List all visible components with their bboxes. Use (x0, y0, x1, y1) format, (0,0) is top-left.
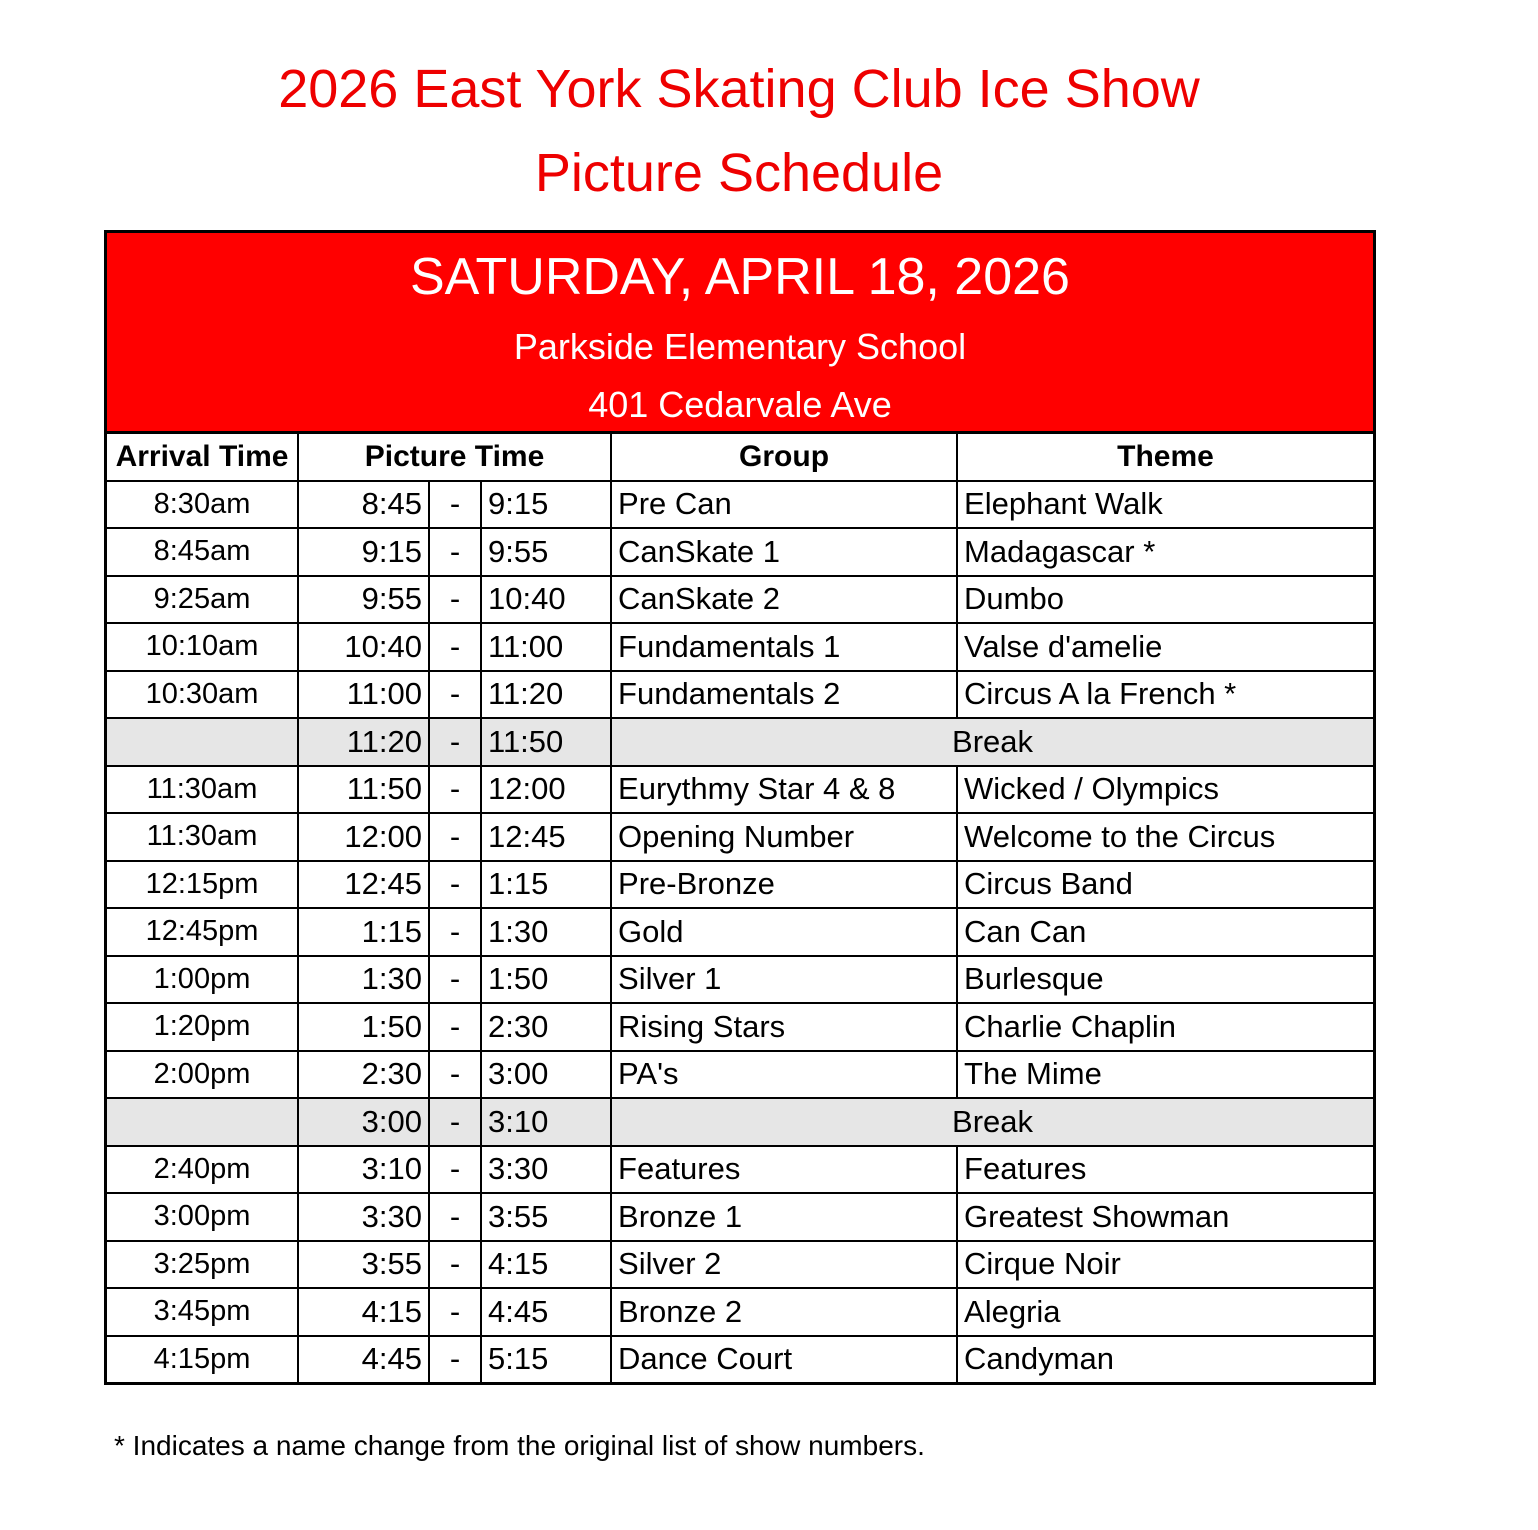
table-row (107, 528, 1373, 576)
picture-start-cell: 11:20 (298, 718, 429, 766)
group-cell: Eurythmy Star 4 & 8 (611, 766, 957, 814)
group-cell: Silver 2 (611, 1241, 957, 1289)
footnote: * Indicates a name change from the original list of show numbers. (114, 1430, 925, 1461)
theme-cell: Features (957, 1146, 1373, 1194)
header-theme: Theme (957, 434, 1373, 481)
theme-cell: Can Can (957, 908, 1373, 956)
picture-end-cell: 3:55 (481, 1193, 611, 1241)
picture-dash-cell: - (429, 1051, 481, 1099)
theme-cell: Greatest Showman (957, 1193, 1373, 1241)
group-cell: Pre-Bronze (611, 861, 957, 909)
group-cell: CanSkate 2 (611, 576, 957, 624)
picture-dash-cell: - (429, 576, 481, 624)
header-picture-time: Picture Time (298, 434, 611, 481)
picture-end-cell: 11:20 (481, 671, 611, 719)
arrival-time-cell: 8:30am (107, 481, 298, 529)
picture-dash-cell: - (429, 671, 481, 719)
picture-dash-cell: - (429, 861, 481, 909)
picture-start-cell: 9:15 (298, 528, 429, 576)
table-row (107, 908, 1373, 956)
banner-school: Parkside Elementary School (513, 326, 967, 367)
header-group: Group (611, 434, 957, 481)
picture-end-cell: 5:15 (481, 1336, 611, 1383)
theme-cell: Welcome to the Circus (957, 813, 1373, 861)
break-cell: Break (611, 1098, 1373, 1146)
theme-cell: Circus Band (957, 861, 1373, 909)
picture-start-cell: 12:45 (298, 861, 429, 909)
picture-dash-cell: - (429, 1288, 481, 1336)
group-cell: Bronze 1 (611, 1193, 957, 1241)
theme-cell: The Mime (957, 1051, 1373, 1099)
schedule-grid (107, 434, 1373, 1382)
picture-dash-cell: - (429, 1098, 481, 1146)
group-cell: Rising Stars (611, 1003, 957, 1051)
page-subtitle: Picture Schedule (534, 143, 944, 203)
picture-start-cell: 11:00 (298, 671, 429, 719)
group-cell: Opening Number (611, 813, 957, 861)
picture-start-cell: 2:30 (298, 1051, 429, 1099)
picture-end-cell: 2:30 (481, 1003, 611, 1051)
picture-end-cell: 12:45 (481, 813, 611, 861)
arrival-time-cell: 10:30am (107, 671, 298, 719)
picture-start-cell: 10:40 (298, 623, 429, 671)
theme-cell: Charlie Chaplin (957, 1003, 1373, 1051)
group-cell: CanSkate 1 (611, 528, 957, 576)
arrival-time-cell: 1:20pm (107, 1003, 298, 1051)
theme-cell: Madagascar * (957, 528, 1373, 576)
picture-start-cell: 3:30 (298, 1193, 429, 1241)
table-row (107, 766, 1373, 814)
table-row (107, 1051, 1373, 1099)
picture-dash-cell: - (429, 481, 481, 529)
picture-end-cell: 9:55 (481, 528, 611, 576)
picture-dash-cell: - (429, 908, 481, 956)
table-row (107, 861, 1373, 909)
date-banner (107, 233, 1373, 434)
group-cell: Features (611, 1146, 957, 1194)
arrival-time-cell: 3:25pm (107, 1241, 298, 1289)
group-cell: Fundamentals 2 (611, 671, 957, 719)
theme-cell: Valse d'amelie (957, 623, 1373, 671)
picture-end-cell: 1:50 (481, 956, 611, 1004)
arrival-time-cell (107, 718, 298, 766)
picture-start-cell: 3:10 (298, 1146, 429, 1194)
table-row (107, 1193, 1373, 1241)
picture-start-cell: 1:15 (298, 908, 429, 956)
picture-dash-cell: - (429, 528, 481, 576)
picture-end-cell: 4:15 (481, 1241, 611, 1289)
picture-end-cell: 3:10 (481, 1098, 611, 1146)
picture-dash-cell: - (429, 766, 481, 814)
theme-cell: Burlesque (957, 956, 1373, 1004)
picture-start-cell: 3:00 (298, 1098, 429, 1146)
picture-dash-cell: - (429, 1003, 481, 1051)
table-row (107, 813, 1373, 861)
theme-cell: Alegria (957, 1288, 1373, 1336)
picture-start-cell: 11:50 (298, 766, 429, 814)
group-cell: Pre Can (611, 481, 957, 529)
picture-dash-cell: - (429, 1336, 481, 1383)
picture-end-cell: 3:00 (481, 1051, 611, 1099)
table-row (107, 1288, 1373, 1336)
arrival-time-cell: 11:30am (107, 766, 298, 814)
picture-end-cell: 1:30 (481, 908, 611, 956)
page-title: 2026 East York Skating Club Ice Show (278, 59, 1200, 119)
theme-cell: Wicked / Olympics (957, 766, 1373, 814)
picture-start-cell: 3:55 (298, 1241, 429, 1289)
arrival-time-cell: 3:45pm (107, 1288, 298, 1336)
picture-end-cell: 3:30 (481, 1146, 611, 1194)
table-row (107, 1336, 1373, 1383)
picture-start-cell: 4:15 (298, 1288, 429, 1336)
header-row (107, 434, 1373, 481)
picture-start-cell: 8:45 (298, 481, 429, 529)
banner-date: SATURDAY, APRIL 18, 2026 (410, 248, 1070, 306)
schedule-table (104, 230, 1376, 1385)
table-row (107, 623, 1373, 671)
theme-cell: Cirque Noir (957, 1241, 1373, 1289)
theme-cell: Dumbo (957, 576, 1373, 624)
arrival-time-cell (107, 1098, 298, 1146)
table-row (107, 1146, 1373, 1194)
theme-cell: Circus A la French * (957, 671, 1373, 719)
picture-end-cell: 11:00 (481, 623, 611, 671)
picture-start-cell: 12:00 (298, 813, 429, 861)
picture-dash-cell: - (429, 956, 481, 1004)
picture-start-cell: 1:50 (298, 1003, 429, 1051)
banner-address: 401 Cedarvale Ave (588, 384, 892, 425)
arrival-time-cell: 3:00pm (107, 1193, 298, 1241)
break-cell: Break (611, 718, 1373, 766)
table-row (107, 671, 1373, 719)
table-row (107, 481, 1373, 529)
picture-dash-cell: - (429, 813, 481, 861)
group-cell: PA's (611, 1051, 957, 1099)
arrival-time-cell: 12:15pm (107, 861, 298, 909)
picture-end-cell: 1:15 (481, 861, 611, 909)
picture-end-cell: 4:45 (481, 1288, 611, 1336)
group-cell: Silver 1 (611, 956, 957, 1004)
table-row (107, 1241, 1373, 1289)
arrival-time-cell: 12:45pm (107, 908, 298, 956)
arrival-time-cell: 1:00pm (107, 956, 298, 1004)
picture-start-cell: 9:55 (298, 576, 429, 624)
picture-start-cell: 4:45 (298, 1336, 429, 1383)
table-row (107, 576, 1373, 624)
table-row (107, 1003, 1373, 1051)
break-row (107, 1098, 1373, 1146)
break-row (107, 718, 1373, 766)
picture-dash-cell: - (429, 1146, 481, 1194)
picture-dash-cell: - (429, 718, 481, 766)
arrival-time-cell: 4:15pm (107, 1336, 298, 1383)
arrival-time-cell: 9:25am (107, 576, 298, 624)
arrival-time-cell: 2:00pm (107, 1051, 298, 1099)
group-cell: Gold (611, 908, 957, 956)
theme-cell: Candyman (957, 1336, 1373, 1383)
picture-end-cell: 11:50 (481, 718, 611, 766)
picture-dash-cell: - (429, 623, 481, 671)
picture-end-cell: 9:15 (481, 481, 611, 529)
arrival-time-cell: 8:45am (107, 528, 298, 576)
picture-dash-cell: - (429, 1241, 481, 1289)
arrival-time-cell: 11:30am (107, 813, 298, 861)
arrival-time-cell: 10:10am (107, 623, 298, 671)
picture-dash-cell: - (429, 1193, 481, 1241)
header-arrival-time: Arrival Time (107, 434, 298, 481)
group-cell: Dance Court (611, 1336, 957, 1383)
picture-end-cell: 10:40 (481, 576, 611, 624)
group-cell: Fundamentals 1 (611, 623, 957, 671)
theme-cell: Elephant Walk (957, 481, 1373, 529)
group-cell: Bronze 2 (611, 1288, 957, 1336)
picture-end-cell: 12:00 (481, 766, 611, 814)
arrival-time-cell: 2:40pm (107, 1146, 298, 1194)
table-row (107, 956, 1373, 1004)
picture-start-cell: 1:30 (298, 956, 429, 1004)
